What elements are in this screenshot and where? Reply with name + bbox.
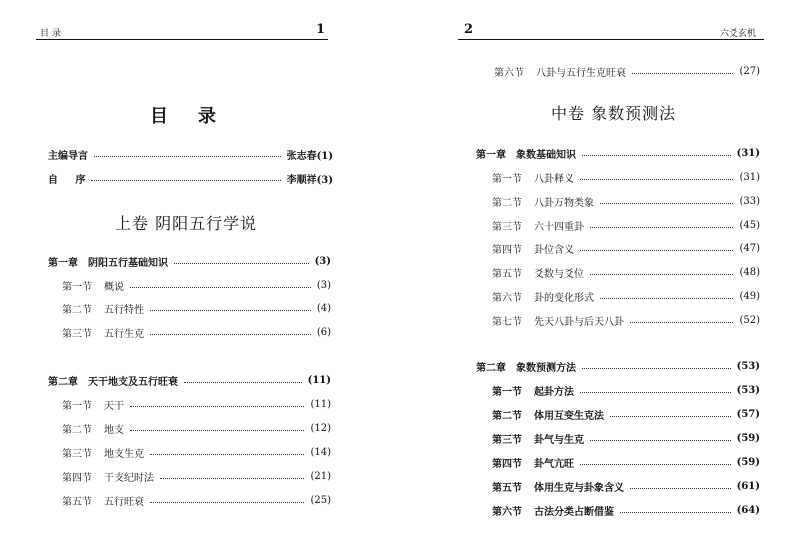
right-page <box>396 0 793 533</box>
section-title: 爻数与爻位 <box>534 269 584 280</box>
section-title: 八卦与五行生克旺衰 <box>536 68 626 79</box>
section-title: 起卦方法 <box>534 387 574 398</box>
dot-leader <box>582 368 731 369</box>
toc-label: 自 序 <box>48 175 86 186</box>
section-number: 第一节 <box>492 387 522 398</box>
toc-page: (53) <box>736 385 760 396</box>
toc-section-row[interactable] <box>492 503 760 518</box>
chapter-title: 象数预测方法 <box>516 363 576 374</box>
section-title: 卦气亢旺 <box>534 459 574 470</box>
dot-leader <box>580 179 733 180</box>
toc-section-row[interactable] <box>492 218 760 233</box>
running-head-left: 目 录 <box>40 29 61 39</box>
section-title: 古法分类占断借鉴 <box>534 507 614 518</box>
toc-section-row[interactable] <box>492 455 760 470</box>
section-title: 地支 <box>104 425 124 436</box>
section-number: 第三节 <box>492 435 522 446</box>
volume-heading-middle: 中卷 象数预测法 <box>551 104 677 123</box>
toc-section-row[interactable] <box>62 278 331 293</box>
dot-leader <box>150 334 311 335</box>
toc-section-row[interactable] <box>492 265 760 280</box>
running-head-right: 六爻玄机 <box>720 29 757 39</box>
toc-chapter-row[interactable] <box>476 359 760 374</box>
section-number: 第七节 <box>492 317 522 328</box>
section-title: 干支纪时法 <box>104 473 154 484</box>
volume-heading-upper: 上卷 阴阳五行学说 <box>115 214 258 233</box>
section-title: 卦气与生克 <box>534 435 584 446</box>
toc-section-row[interactable] <box>62 397 331 412</box>
toc-section-row[interactable] <box>494 64 760 79</box>
section-title: 五行特性 <box>104 305 144 316</box>
toc-page: (48) <box>739 267 760 278</box>
dot-leader <box>620 512 731 513</box>
dot-leader <box>590 440 731 441</box>
toc-row-preface-author[interactable] <box>48 171 333 186</box>
dot-leader <box>94 156 281 157</box>
toc-row-preface-editor[interactable] <box>48 147 333 162</box>
header-rule-left <box>36 39 328 40</box>
toc-page: 张志春(1) <box>286 151 333 162</box>
dot-leader <box>130 430 304 431</box>
chapter-number: 第二章 <box>476 363 506 374</box>
section-title: 八卦万物类象 <box>534 198 594 209</box>
page-title: 目录 <box>150 106 246 127</box>
dot-leader <box>160 478 304 479</box>
section-number: 第五节 <box>62 497 92 508</box>
dot-leader <box>580 250 733 251</box>
toc-section-row[interactable] <box>62 421 331 436</box>
toc-page: (45) <box>739 220 760 231</box>
dot-leader <box>91 180 280 181</box>
toc-page: (64) <box>736 505 760 516</box>
section-number: 第三节 <box>62 449 92 460</box>
toc-page: (53) <box>736 361 760 372</box>
toc-label: 主编导言 <box>48 151 88 162</box>
section-number: 第六节 <box>494 68 524 79</box>
dot-leader <box>174 263 309 264</box>
dot-leader <box>590 227 733 228</box>
toc-chapter-row[interactable] <box>48 254 331 269</box>
chapter-number: 第一章 <box>476 150 506 161</box>
toc-section-row[interactable] <box>62 301 331 316</box>
toc-page: (59) <box>736 433 760 444</box>
dot-leader <box>630 488 731 489</box>
toc-page: (27) <box>739 66 760 77</box>
toc-page: (57) <box>736 409 760 420</box>
section-number: 第五节 <box>492 483 522 494</box>
section-number: 第四节 <box>62 473 92 484</box>
section-number: 第二节 <box>492 411 522 422</box>
toc-section-row[interactable] <box>492 170 760 185</box>
toc-section-row[interactable] <box>492 241 760 256</box>
toc-page: (47) <box>739 243 760 254</box>
toc-section-row[interactable] <box>492 431 760 446</box>
toc-page: (3) <box>314 256 331 267</box>
section-title: 先天八卦与后天八卦 <box>534 317 624 328</box>
toc-page: (14) <box>310 447 331 458</box>
toc-page: (6) <box>316 327 331 338</box>
toc-section-row[interactable] <box>62 325 331 340</box>
toc-page: (25) <box>310 495 331 506</box>
toc-section-row[interactable] <box>62 445 331 460</box>
chapter-title: 象数基础知识 <box>516 150 576 161</box>
section-title: 天干 <box>104 401 124 412</box>
dot-leader <box>600 298 733 299</box>
section-title: 体用生克与卦象含义 <box>534 483 624 494</box>
dot-leader <box>590 274 733 275</box>
section-number: 第四节 <box>492 459 522 470</box>
section-number: 第二节 <box>62 425 92 436</box>
dot-leader <box>130 287 311 288</box>
dot-leader <box>630 322 733 323</box>
left-page <box>0 0 390 533</box>
section-title: 八卦释义 <box>534 174 574 185</box>
toc-page: (12) <box>310 423 331 434</box>
toc-section-row[interactable] <box>492 383 760 398</box>
section-number: 第一节 <box>62 282 92 293</box>
toc-page: (21) <box>310 471 331 482</box>
section-number: 第四节 <box>492 245 522 256</box>
toc-chapter-row[interactable] <box>48 373 331 388</box>
dot-leader <box>600 203 733 204</box>
section-title: 体用互变生克法 <box>534 411 604 422</box>
toc-page: (59) <box>736 457 760 468</box>
toc-section-row[interactable] <box>62 469 331 484</box>
dot-leader <box>150 454 304 455</box>
dot-leader <box>130 406 304 407</box>
toc-section-row[interactable] <box>492 479 760 494</box>
dot-leader <box>580 464 731 465</box>
toc-page: (11) <box>310 399 331 410</box>
toc-page: (3) <box>316 280 331 291</box>
toc-section-row[interactable] <box>492 289 760 304</box>
page-number-left: 1 <box>316 22 326 37</box>
dot-leader <box>184 382 302 383</box>
chapter-title: 天干地支及五行旺衰 <box>88 377 178 388</box>
section-title: 地支生克 <box>104 449 144 460</box>
chapter-title: 阴阳五行基础知识 <box>88 258 168 269</box>
page-number-right: 2 <box>464 22 474 37</box>
toc-page: (49) <box>739 291 760 302</box>
toc-page: (61) <box>736 481 760 492</box>
dot-leader <box>632 73 733 74</box>
toc-page: (33) <box>739 196 760 207</box>
toc-section-row[interactable] <box>492 194 760 209</box>
toc-page: (4) <box>316 303 331 314</box>
toc-section-row[interactable] <box>492 407 760 422</box>
chapter-number: 第一章 <box>48 258 78 269</box>
toc-page: 李顺祥(3) <box>286 175 333 186</box>
toc-chapter-row[interactable] <box>476 146 760 161</box>
dot-leader <box>582 155 731 156</box>
section-number: 第六节 <box>492 507 522 518</box>
section-title: 六十四重卦 <box>534 222 584 233</box>
dot-leader <box>150 502 304 503</box>
section-number: 第六节 <box>492 293 522 304</box>
section-number: 第二节 <box>62 305 92 316</box>
section-title: 五行旺衰 <box>104 497 144 508</box>
section-number: 第一节 <box>492 174 522 185</box>
toc-page: (31) <box>736 148 760 159</box>
dot-leader <box>150 310 311 311</box>
section-title: 卦位含义 <box>534 245 574 256</box>
section-number: 第一节 <box>62 401 92 412</box>
section-title: 五行生克 <box>104 329 144 340</box>
toc-page: (52) <box>739 315 760 326</box>
section-title: 概说 <box>104 282 124 293</box>
dot-leader <box>610 416 731 417</box>
section-title: 卦的变化形式 <box>534 293 594 304</box>
chapter-number: 第二章 <box>48 377 78 388</box>
section-number: 第五节 <box>492 269 522 280</box>
toc-page: (31) <box>739 172 760 183</box>
header-rule-right <box>458 39 764 40</box>
section-number: 第三节 <box>492 222 522 233</box>
toc-page: (11) <box>307 375 331 386</box>
dot-leader <box>580 392 731 393</box>
toc-section-row[interactable] <box>492 313 760 328</box>
toc-section-row[interactable] <box>62 493 331 508</box>
section-number: 第三节 <box>62 329 92 340</box>
section-number: 第二节 <box>492 198 522 209</box>
